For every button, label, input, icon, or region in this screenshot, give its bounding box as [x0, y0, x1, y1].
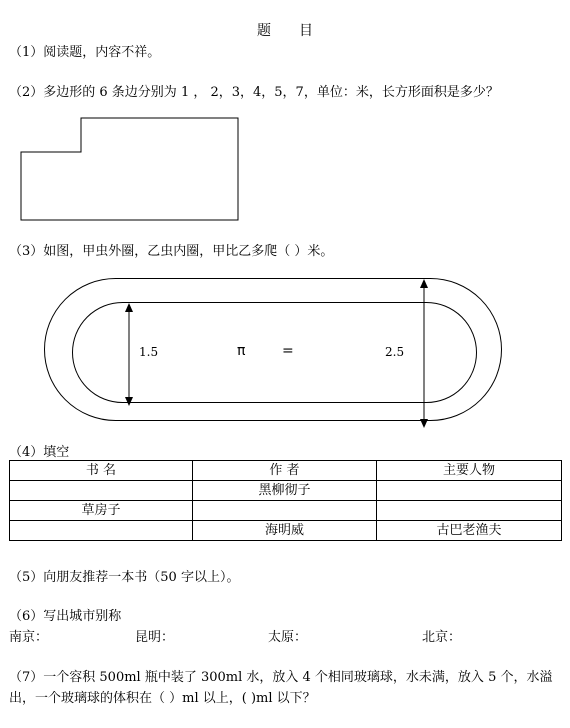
table-cell[interactable] [193, 501, 377, 521]
question-7-line-2: 出，一个玻璃球的体积在（ ）ml 以上，( )ml 以下？ [9, 691, 316, 706]
table-cell[interactable] [377, 501, 562, 521]
inner-width-label: 1.5 [139, 345, 159, 359]
table-cell[interactable] [10, 481, 193, 501]
table-cell[interactable]: 草房子 [10, 501, 193, 521]
question-2: （2）多边形的 6 条边分别为 1 ， 2，3，4，5，7，单位：米，长方形面积是多少？ [9, 85, 499, 100]
books-table [9, 460, 562, 541]
outer-width-label: 2.5 [385, 345, 405, 359]
header-author: 作 者 [193, 461, 377, 481]
table-row [10, 521, 562, 541]
table-row [10, 501, 562, 521]
header-book-title: 书 名 [10, 461, 193, 481]
inner-arrow-head-bottom [125, 397, 133, 406]
city-beijing: 北京： [422, 630, 462, 645]
header-main-character: 主要人物 [377, 461, 562, 481]
l-shaped-polygon [21, 118, 238, 220]
question-3: （3）如图，甲虫外圈，乙虫内圈，甲比乙多爬（ ）米。 [9, 244, 334, 259]
table-header-row [10, 461, 562, 481]
track-inner [73, 303, 477, 403]
table-cell[interactable] [377, 481, 562, 501]
table-cell[interactable]: 古巴老渔夫 [377, 521, 562, 541]
question-1: （1）阅读题，内容不祥。 [9, 45, 161, 60]
city-taiyuan: 太原： [268, 630, 308, 645]
outer-arrow-head-top [420, 279, 428, 288]
city-nanjing: 南京： [9, 630, 49, 645]
question-4: （4）填空 [9, 445, 70, 460]
title-char-1: 题 [257, 23, 271, 39]
outer-arrow-head-bottom [420, 419, 428, 428]
question-5: （5）向朋友推荐一本书（50 字以上）。 [9, 570, 240, 585]
city-kunming: 昆明： [135, 630, 175, 645]
title-char-2: 目 [299, 23, 313, 39]
equals-label: = [282, 343, 294, 359]
table-cell[interactable] [10, 521, 193, 541]
table-cell[interactable]: 海明威 [193, 521, 377, 541]
question-6: （6）写出城市别称 [9, 609, 122, 624]
table-row [10, 481, 562, 501]
question-7-line-1: （7）一个容积 500ml 瓶中装了 300ml 水，放入 4 个相同玻璃球，水未满，放入 5 个，水溢 [9, 670, 553, 685]
table-cell[interactable]: 黑柳彻子 [193, 481, 377, 501]
pi-label: π [237, 343, 246, 359]
inner-arrow-head-top [125, 303, 133, 312]
track-outer [45, 279, 502, 421]
